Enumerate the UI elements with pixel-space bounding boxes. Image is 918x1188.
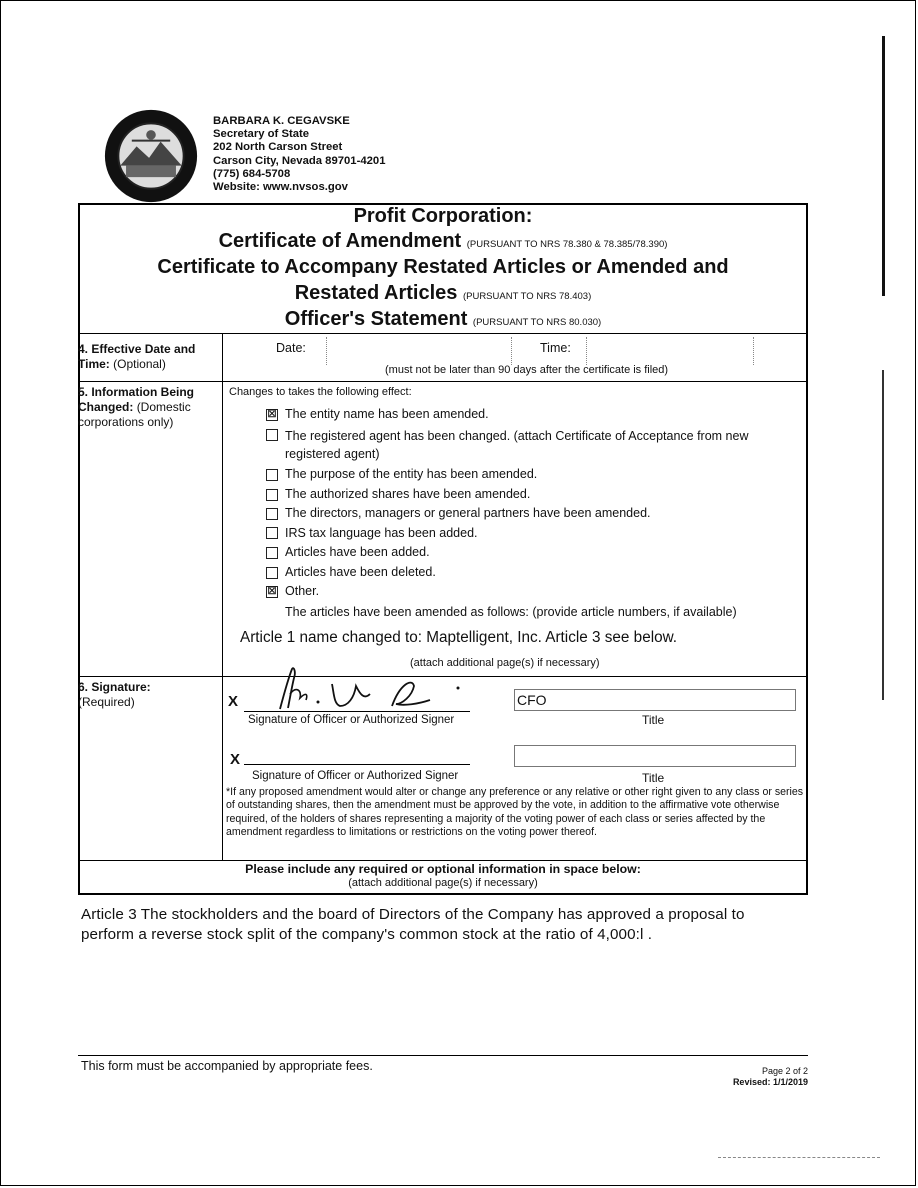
checkbox-purpose[interactable] (266, 469, 278, 481)
section5-note: (Domestic (136, 400, 191, 414)
article3-text[interactable]: Article 3 The stockholders and the board of Directors of the Company has approved a proposal to perform a reverse stock split of the company's common stock at the ratio of 4,000:l . (81, 906, 745, 943)
amendment-instructions: The articles have been amended as follows: (provide article numbers, if available) (285, 605, 737, 619)
title-text: Restated Articles (294, 282, 458, 304)
footer-fees-note: This form must be accompanied by appropriate fees. (81, 1059, 373, 1073)
issuer-header (213, 115, 385, 194)
title-restated-articles-2 (78, 282, 808, 305)
signature-line-2[interactable] (244, 764, 470, 765)
option-registered-agent: The registered agent has been changed. (attach Certificate of Acceptance from new (285, 429, 749, 443)
effective-date-note: (must not be later than 90 days after the certificate is filed) (385, 364, 669, 376)
title-caption-2: Title (642, 771, 665, 785)
checkbox-articles-deleted[interactable] (266, 567, 278, 579)
section4-title: 4. Effective Date and (78, 342, 196, 356)
title-note: (PURSUANT TO NRS 78.380 & 78.385/78.390) (466, 239, 668, 250)
title-value-1: CFO (517, 692, 547, 708)
option-articles-added: Articles have been added. (285, 545, 430, 559)
checkbox-entity-name[interactable]: ☒ (267, 409, 277, 420)
attach-note: (attach additional page(s) if necessary) (410, 657, 600, 669)
signature-x-mark: X (228, 693, 239, 710)
footer-divider (78, 1055, 808, 1056)
section6-label (78, 680, 151, 710)
checkbox-directors[interactable] (266, 508, 278, 520)
option-authorized-shares: The authorized shares have been amended. (285, 487, 531, 501)
signature-footnote: *If any proposed amendment would alter or change any preference or any relative or other right given to any class or series of outstanding shares, then the amendment must be approved by the vote, in addition to the affirmative vote otherwise required, of the holders of shares representing a majority of the voting power of each class or series affected by the amendment regardless to limitations or restrictions on the voting power thereof. (226, 786, 804, 839)
title-officers-statement (78, 308, 808, 331)
option-irs-tax: IRS tax language has been added. (285, 526, 478, 540)
website: Website: www.nvsos.gov (213, 181, 348, 194)
signature-caption-1: Signature of Officer or Authorized Signer (248, 714, 455, 726)
amendment-text[interactable]: Article 1 name changed to: Maptelligent, Inc. Article 3 see below. (240, 629, 678, 646)
changes-intro: Changes to takes the following effect: (229, 386, 412, 398)
checkbox-authorized-shares[interactable] (266, 489, 278, 501)
checkbox-registered-agent[interactable] (266, 429, 278, 441)
section6-title: 6. Signature: (78, 680, 151, 694)
checkbox-articles-added[interactable] (266, 547, 278, 559)
option-other: Other. (285, 584, 320, 598)
state-seal-icon (103, 108, 199, 204)
section4-time-label: Time: (78, 357, 110, 371)
row-divider (78, 381, 808, 382)
section5-label (78, 385, 194, 430)
scan-artifact-line (718, 1157, 880, 1158)
option-entity-name: The entity name has been amended. (285, 407, 489, 421)
officer-signature[interactable] (262, 664, 482, 714)
title-field-1[interactable] (514, 689, 796, 711)
title-field-2[interactable] (514, 745, 796, 767)
title-restated-articles: Certificate to Accompany Restated Articles or Amended and (157, 256, 729, 278)
title-text: Officer's Statement (284, 308, 468, 330)
date-label: Date: (276, 341, 306, 355)
secretary-name: BARBARA K. CEGAVSKE (213, 115, 350, 127)
scan-edge-mark (882, 36, 885, 296)
column-divider (222, 333, 223, 860)
title-certificate-amendment (78, 230, 808, 253)
title-text: Certificate of Amendment (218, 230, 462, 252)
option-registered-agent-cont: registered agent) (285, 447, 380, 461)
time-field[interactable] (586, 337, 754, 365)
section4-label (78, 342, 195, 372)
signature-caption-2: Signature of Officer or Authorized Signer (252, 770, 459, 782)
section5-title: 5. Information Being (78, 385, 195, 399)
option-purpose: The purpose of the entity has been amended. (285, 467, 538, 481)
row-divider (78, 860, 808, 861)
section6-required: (Required) (78, 695, 135, 709)
footer-revised: Revised: 1/1/2019 (732, 1077, 808, 1087)
option-directors: The directors, managers or general partners have been amended. (285, 506, 651, 520)
title-note: (PURSUANT TO NRS 80.030) (472, 317, 602, 328)
footer-page-number: Page 2 of 2 (761, 1066, 808, 1076)
signature-x-mark-2: X (230, 751, 241, 768)
row-divider (78, 333, 808, 334)
time-label: Time: (540, 341, 571, 355)
title-note: (PURSUANT TO NRS 78.403) (462, 291, 592, 302)
info-heading: Please include any required or optional information in space below: (245, 862, 641, 876)
section5-note2: corporations only) (78, 415, 174, 429)
title-caption-1: Title (642, 713, 665, 727)
city-address: Carson City, Nevada 89701-4201 (213, 154, 386, 167)
title-profit-corporation: Profit Corporation: (353, 205, 533, 227)
option-articles-deleted: Articles have been deleted. (285, 565, 436, 579)
date-field[interactable] (326, 337, 512, 365)
phone-number: (775) 684-5708 (213, 167, 291, 180)
scan-edge-mark (882, 370, 884, 700)
office-title: Secretary of State (213, 128, 310, 141)
street-address: 202 North Carson Street (213, 141, 343, 154)
signature-line-1 (244, 711, 470, 712)
checkbox-irs-tax[interactable] (266, 527, 278, 539)
info-subheading: (attach additional page(s) if necessary) (348, 877, 538, 889)
checkbox-other[interactable]: ☒ (267, 586, 277, 597)
section5-changed-label: Changed: (78, 400, 134, 414)
section4-optional: (Optional) (113, 357, 166, 371)
